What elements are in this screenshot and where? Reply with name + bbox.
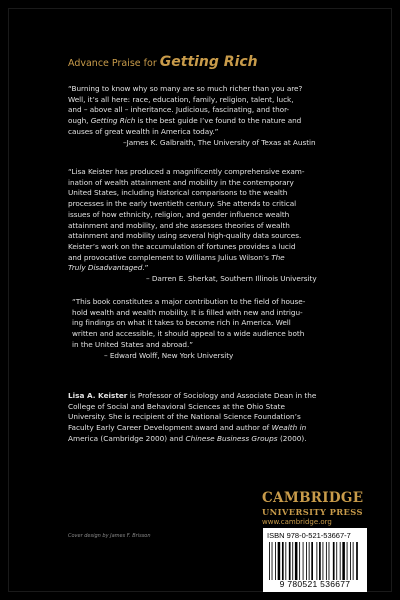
- publisher-logo: [262, 490, 372, 526]
- barcode-bar: [326, 542, 327, 580]
- barcode-bar: [350, 542, 351, 580]
- barcode-bar: [285, 542, 286, 580]
- quote-galbraith: [68, 84, 350, 148]
- barcode-bar: [269, 542, 270, 580]
- barcode-bar: [342, 542, 345, 580]
- bio-text: is Professor of Sociology and Associate Dean in the: [127, 391, 317, 400]
- barcode-bar: [292, 542, 293, 580]
- publisher-url: www.cambridge.org: [262, 518, 332, 526]
- quote-line: causes of great wealth in America today.”: [68, 126, 219, 136]
- bio-line: [68, 391, 350, 402]
- quote-line: “Burning to know why so many are so much richer than you are?: [68, 84, 303, 93]
- quote-line: hold wealth and wealth mobility. It is filled with new and intrigu-: [72, 307, 303, 317]
- quote-sherkat: [68, 167, 350, 285]
- quote-line: United States, including historical comparisons to the wealth: [68, 188, 288, 198]
- praise-prefix: Advance Praise for: [68, 58, 157, 69]
- quote-line: ough, Getting Rich is the best guide I’ve found to the nature and: [68, 116, 302, 126]
- praise-heading: [68, 54, 258, 70]
- quote-line: Well, it’s all here: race, education, family, religion, talent, luck,: [68, 94, 294, 104]
- quote-line: and provocative complement to Williams Julius Wilson’s The: [68, 252, 285, 262]
- barcode-bar: [299, 542, 300, 580]
- quote-line: attainment and mobility using several high-quality data sources.: [68, 231, 302, 241]
- cover-credit: Cover design by James F. Brisson: [68, 533, 151, 539]
- barcode-bar: [333, 542, 335, 580]
- quote-line: issues of how ethnicity, religion, and gender influence wealth: [68, 209, 290, 219]
- barcode-bar: [272, 542, 273, 580]
- author-bio: [68, 391, 350, 445]
- quote-line: “This book constitutes a major contribution to the field of house-: [72, 297, 306, 306]
- barcode-bar: [340, 542, 341, 580]
- quote-attribution: – Darren E. Sherkat, Southern Illinois University: [146, 274, 317, 284]
- quote-line: processes in the early twentieth century. She attends to critical: [68, 199, 297, 209]
- publisher-sub: UNIVERSITY PRESS: [262, 507, 363, 517]
- bio-line: University. She is recipient of the National Science Foundation’s: [68, 412, 301, 422]
- isbn-label: ISBN 978-0-521-53667-7: [267, 531, 351, 540]
- quote-line: “Lisa Keister has produced a magnificently comprehensive exam-: [68, 167, 305, 176]
- bio-line: College of Social and Behavioral Sciences at the Ohio State: [68, 401, 285, 411]
- barcode-bar: [329, 542, 330, 580]
- barcode-bar: [347, 542, 348, 580]
- barcode-bar: [289, 542, 291, 580]
- barcode-bars: [269, 542, 361, 580]
- barcode-bar: [323, 542, 324, 580]
- barcode-bar: [356, 542, 358, 580]
- barcode-bar: [306, 542, 307, 580]
- author-name: Lisa A. Keister: [68, 391, 128, 400]
- barcode-digits: 9 780521 536677: [279, 579, 351, 589]
- quote-attribution: – Edward Wolff, New York University: [104, 350, 234, 360]
- quote-line: and – above all – inheritance. Judicious, fascinating, and thor-: [68, 105, 290, 115]
- barcode-bar: [303, 542, 304, 580]
- quote-line: Truly Disadvantaged.”: [68, 263, 149, 273]
- quote-line: ing findings on what it takes to become rich in America. Well: [72, 318, 291, 328]
- barcode: [263, 528, 367, 592]
- barcode-bar: [275, 542, 276, 580]
- quote-line: attainment and mobility, and she assesses theories of wealth: [68, 220, 290, 230]
- bio-line: Faculty Early Career Development award and author of Wealth in: [68, 423, 307, 433]
- barcode-bar: [336, 542, 337, 580]
- book-title: Getting Rich: [159, 54, 258, 70]
- barcode-bar: [309, 542, 310, 580]
- barcode-bar: [319, 542, 321, 580]
- quote-line: Keister’s work on the accumulation of fortunes provides a lucid: [68, 241, 296, 251]
- barcode-bar: [295, 542, 298, 580]
- barcode-bar: [316, 542, 317, 580]
- quote-attribution: –James K. Galbraith, The University of Texas at Austin: [123, 137, 316, 147]
- publisher-name: CAMBRIDGE: [262, 490, 364, 506]
- quote-line: in the United States and abroad.”: [72, 339, 194, 349]
- bio-line: America (Cambridge 2000) and Chinese Business Groups (2000).: [68, 433, 307, 443]
- quote-wolff: [72, 297, 346, 361]
- barcode-bar: [282, 542, 284, 580]
- barcode-bar: [278, 542, 281, 580]
- quote-line: written and accessible, it should appeal to a wide audience both: [72, 329, 305, 339]
- barcode-bar: [353, 542, 354, 580]
- barcode-bar: [311, 542, 313, 580]
- quote-line: ination of wealth attainment and mobility in the contemporary: [68, 177, 294, 187]
